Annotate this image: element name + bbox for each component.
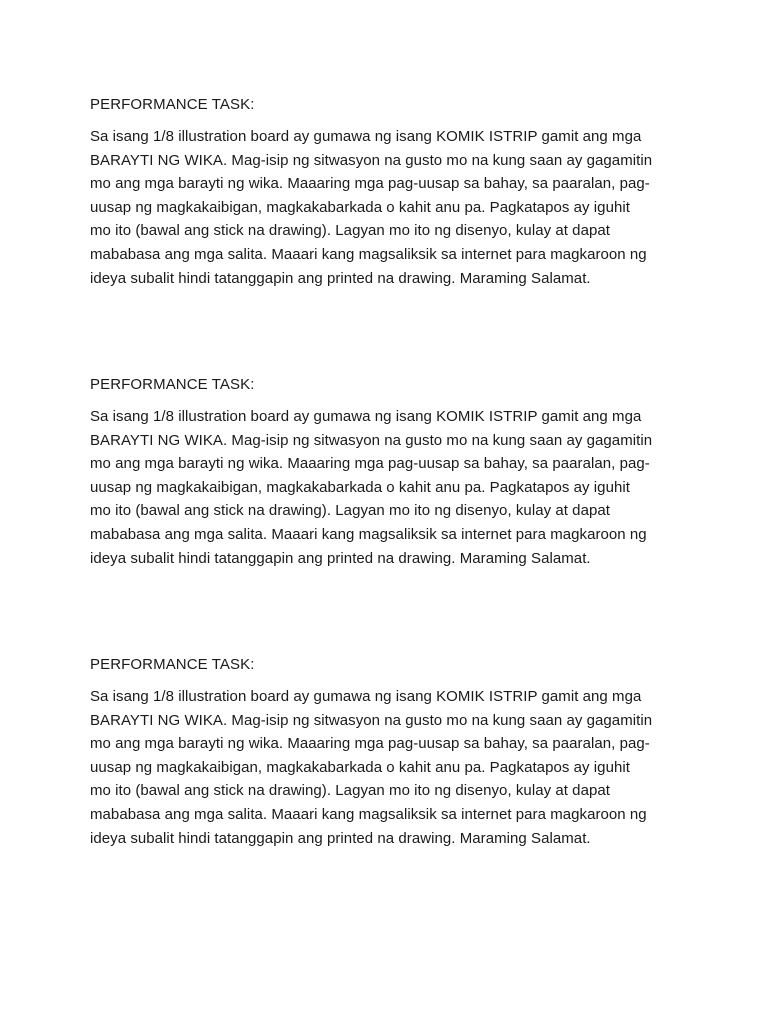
paragraph-line: mababasa ang mga salita. Maaari kang magsaliksik sa internet para magkaroon ng (90, 525, 647, 543)
performance-task-section (90, 375, 690, 570)
task-paragraph (90, 125, 690, 290)
task-heading: PERFORMANCE TASK: (90, 96, 255, 113)
paragraph-line: uusap ng magkakaibigan, magkakabarkada o kahit anu pa. Pagkatapos ay iguhit (90, 198, 630, 216)
paragraph-line: mo ito (bawal ang stick na drawing). Lagyan mo ito ng disenyo, kulay at dapat (90, 782, 610, 800)
paragraph-line: BARAYTI NG WIKA. Mag-isip ng sitwasyon na gusto mo na kung saan ay gagamitin (90, 431, 653, 449)
paragraph-line: BARAYTI NG WIKA. Mag-isip ng sitwasyon na gusto mo na kung saan ay gagamitin (90, 151, 653, 169)
paragraph-line: uusap ng magkakaibigan, magkakabarkada o kahit anu pa. Pagkatapos ay iguhit (90, 478, 630, 496)
paragraph-line: mababasa ang mga salita. Maaari kang magsaliksik sa internet para magkaroon ng (90, 805, 647, 823)
paragraph-line: mo ito (bawal ang stick na drawing). Lagyan mo ito ng disenyo, kulay at dapat (90, 502, 610, 520)
paragraph-line: mo ang mga barayti ng wika. Maaaring mga pag-uusap sa bahay, sa paaralan, pag- (90, 735, 650, 753)
paragraph-line: mo ito (bawal ang stick na drawing). Lagyan mo ito ng disenyo, kulay at dapat (90, 222, 610, 240)
paragraph-line: Sa isang 1/8 illustration board ay gumawa ng isang KOMIK ISTRIP gamit ang mga (90, 128, 642, 145)
paragraph-line: ideya subalit hindi tatanggapin ang printed na drawing. Maraming Salamat. (90, 269, 591, 287)
paragraph-line: Sa isang 1/8 illustration board ay gumawa ng isang KOMIK ISTRIP gamit ang mga (90, 408, 642, 425)
paragraph-line: mo ang mga barayti ng wika. Maaaring mga pag-uusap sa bahay, sa paaralan, pag- (90, 455, 650, 473)
paragraph-line: Sa isang 1/8 illustration board ay gumawa ng isang KOMIK ISTRIP gamit ang mga (90, 688, 642, 705)
task-heading: PERFORMANCE TASK: (90, 376, 255, 393)
paragraph-line: BARAYTI NG WIKA. Mag-isip ng sitwasyon na gusto mo na kung saan ay gagamitin (90, 711, 653, 729)
paragraph-line: mo ang mga barayti ng wika. Maaaring mga pag-uusap sa bahay, sa paaralan, pag- (90, 175, 650, 193)
task-paragraph (90, 685, 690, 850)
paragraph-line: ideya subalit hindi tatanggapin ang printed na drawing. Maraming Salamat. (90, 549, 591, 567)
performance-task-section (90, 95, 690, 290)
paragraph-line: mababasa ang mga salita. Maaari kang magsaliksik sa internet para magkaroon ng (90, 245, 647, 263)
performance-task-section (90, 655, 690, 850)
paragraph-line: ideya subalit hindi tatanggapin ang printed na drawing. Maraming Salamat. (90, 829, 591, 847)
task-heading: PERFORMANCE TASK: (90, 656, 255, 673)
paragraph-line: uusap ng magkakaibigan, magkakabarkada o kahit anu pa. Pagkatapos ay iguhit (90, 758, 630, 776)
task-paragraph (90, 405, 690, 570)
